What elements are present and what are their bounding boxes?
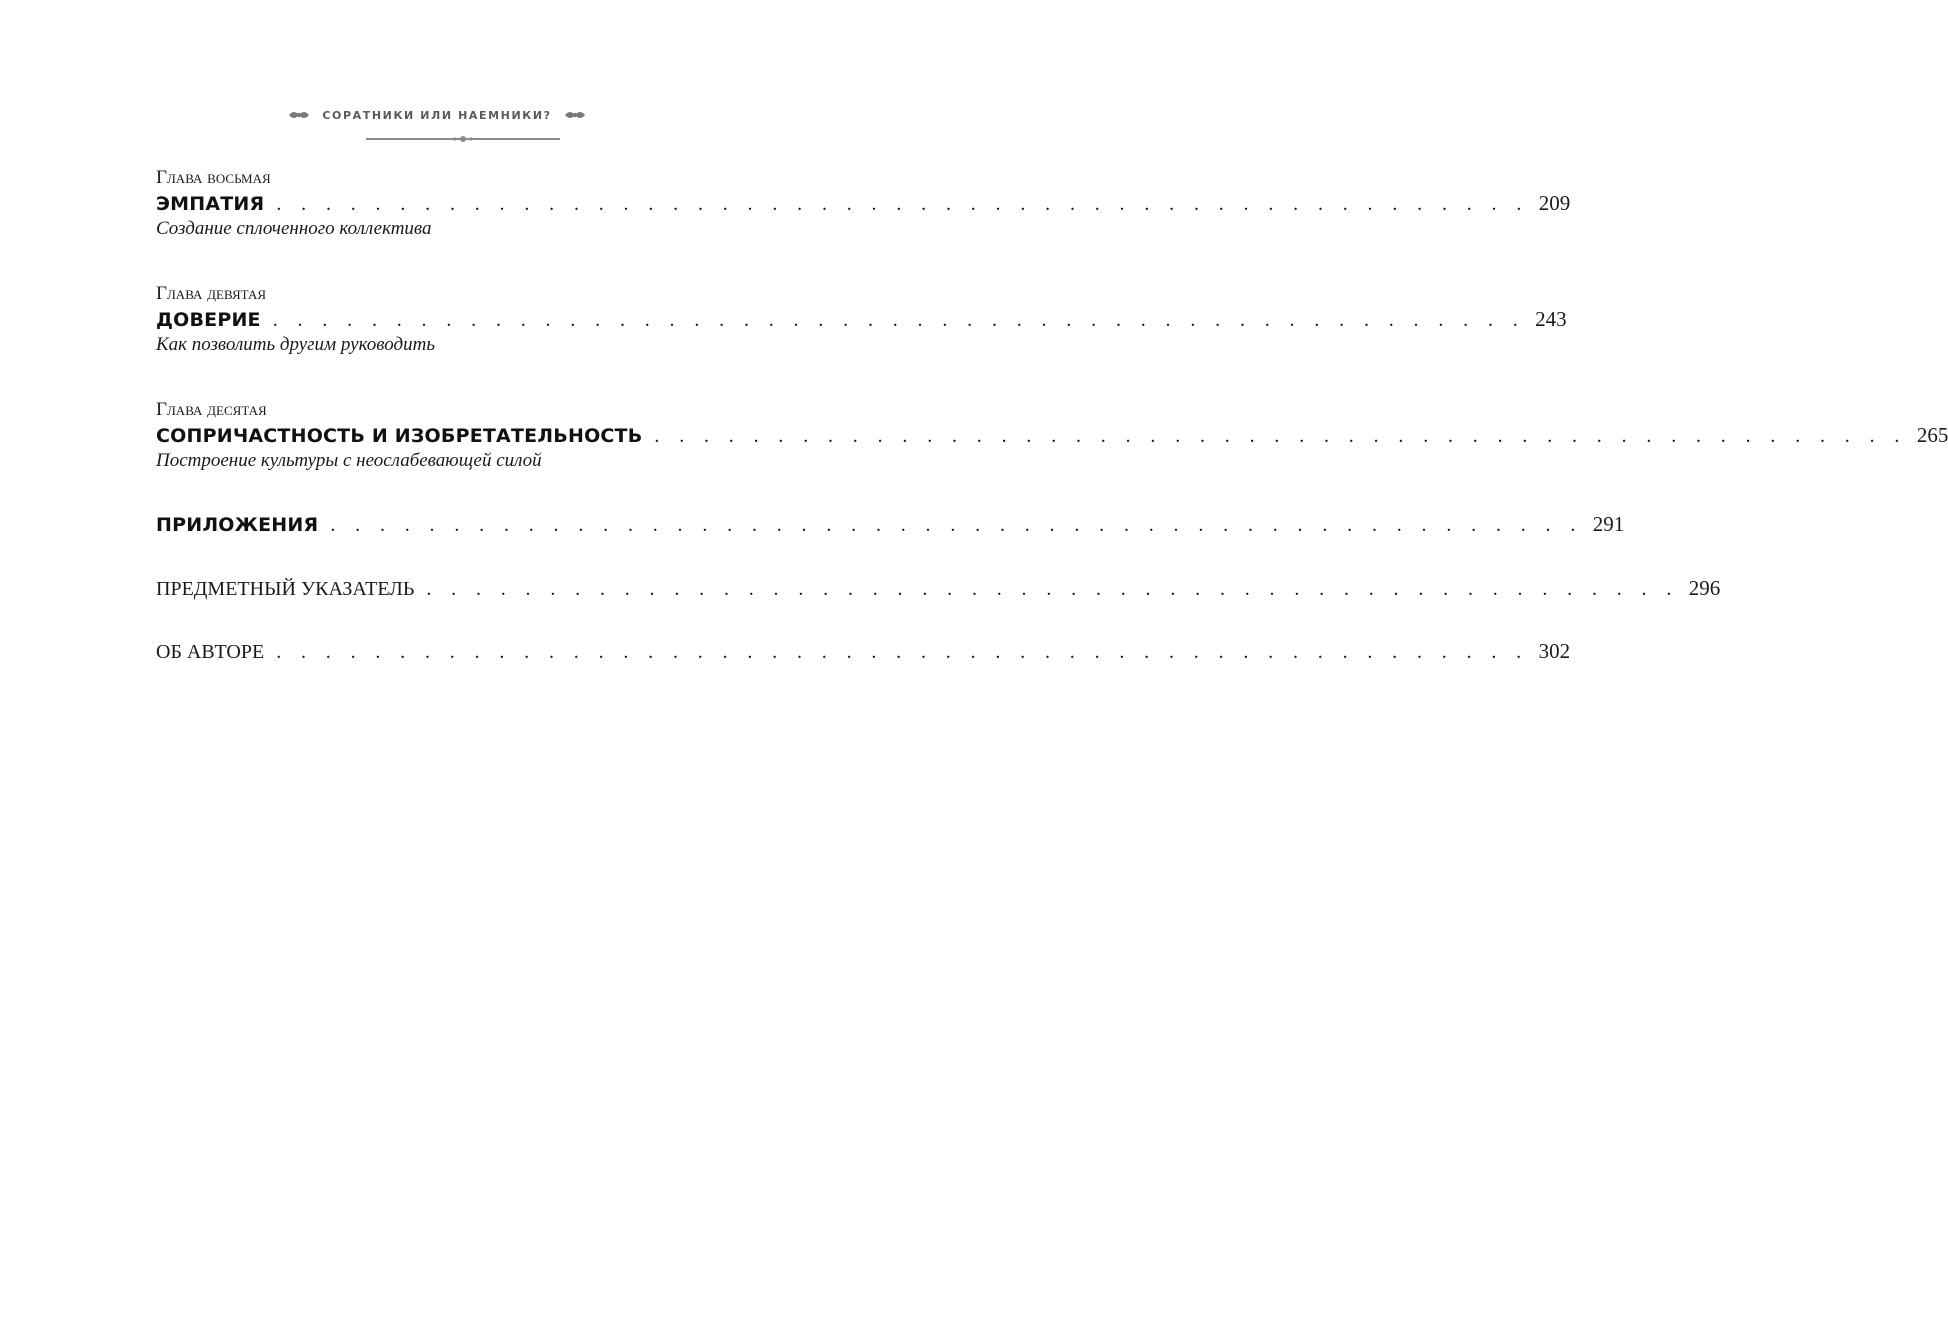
dot-leader: . . . . . . . . . . . . . . . . . . . . . . . . . . . . . . . . . . . . . . . . . . . . . . . . . . . (276, 641, 1529, 663)
dot-leader: . . . . . . . . . . . . . . . . . . . . . . . . . . . . . . . . . . . . . . . . . . . . . . . . . . . (426, 578, 1679, 600)
chapter-subtitle: Как позволить другим руководить (156, 334, 435, 355)
dot-leader: . . . . . . . . . . . . . . . . . . . . . . . . . . . . . . . . . . . . . . . . . . . . . . . . . . . (654, 425, 1907, 447)
dot-leader: . . . . . . . . . . . . . . . . . . . . . . . . . . . . . . . . . . . . . . . . . . . . . . . . . . . (272, 309, 1526, 331)
running-head-title: СОРАТНИКИ ИЛИ НАЕМНИКИ? (322, 108, 552, 122)
page-number: 302 (1538, 639, 1571, 663)
toc-line (156, 574, 1721, 602)
decorative-rule-icon (366, 135, 560, 143)
toc-entry-about-author[interactable] (156, 637, 1571, 665)
toc-entry-chapter-9[interactable] (156, 283, 1567, 357)
chapter-title: ДОВЕРИЕ (156, 309, 261, 331)
dot-leader: . . . . . . . . . . . . . . . . . . . . . . . . . . . . . . . . . . . . . . . . . . . . . . . . . . . (276, 193, 1529, 215)
page-number: 243 (1535, 307, 1567, 331)
page-number: 296 (1688, 576, 1721, 600)
toc-entry-index[interactable] (156, 574, 1721, 602)
running-head-row (0, 104, 874, 126)
chapter-title: СОПРИЧАСТНОСТЬ И ИЗОБРЕТАТЕЛЬНОСТЬ (156, 425, 643, 447)
page-number: 291 (1592, 512, 1625, 536)
toc-entry-appendices[interactable] (156, 510, 1625, 538)
chapter-label: Глава девятая (156, 283, 267, 304)
chapter-subtitle: Построение культуры с неослабевающей силой (156, 450, 542, 471)
section-title: ПРЕДМЕТНЫЙ УКАЗАТЕЛЬ (156, 578, 415, 600)
running-head (0, 104, 874, 144)
toc-line (156, 510, 1625, 538)
right-ornament-icon (564, 109, 586, 121)
toc-entry-chapter-8[interactable] (156, 167, 1571, 241)
chapter-subtitle: Создание сплоченного коллектива (156, 218, 432, 239)
section-title: ПРИЛОЖЕНИЯ (156, 514, 319, 536)
toc-line (156, 305, 1567, 333)
toc-entry-chapter-10[interactable] (156, 399, 1948, 473)
page-number: 209 (1538, 191, 1571, 215)
section-title: ОБ АВТОРЕ (156, 641, 265, 663)
toc-line (156, 189, 1571, 217)
chapter-label: Глава десятая (156, 399, 267, 420)
left-ornament-icon (288, 109, 310, 121)
toc-line (156, 637, 1571, 665)
toc-line (156, 421, 1948, 449)
chapter-title: ЭМПАТИЯ (156, 193, 265, 215)
chapter-label: Глава восьмая (156, 167, 271, 188)
dot-leader: . . . . . . . . . . . . . . . . . . . . . . . . . . . . . . . . . . . . . . . . . . . . . . . . . . . (330, 514, 1583, 536)
page-number: 265 (1916, 423, 1948, 447)
